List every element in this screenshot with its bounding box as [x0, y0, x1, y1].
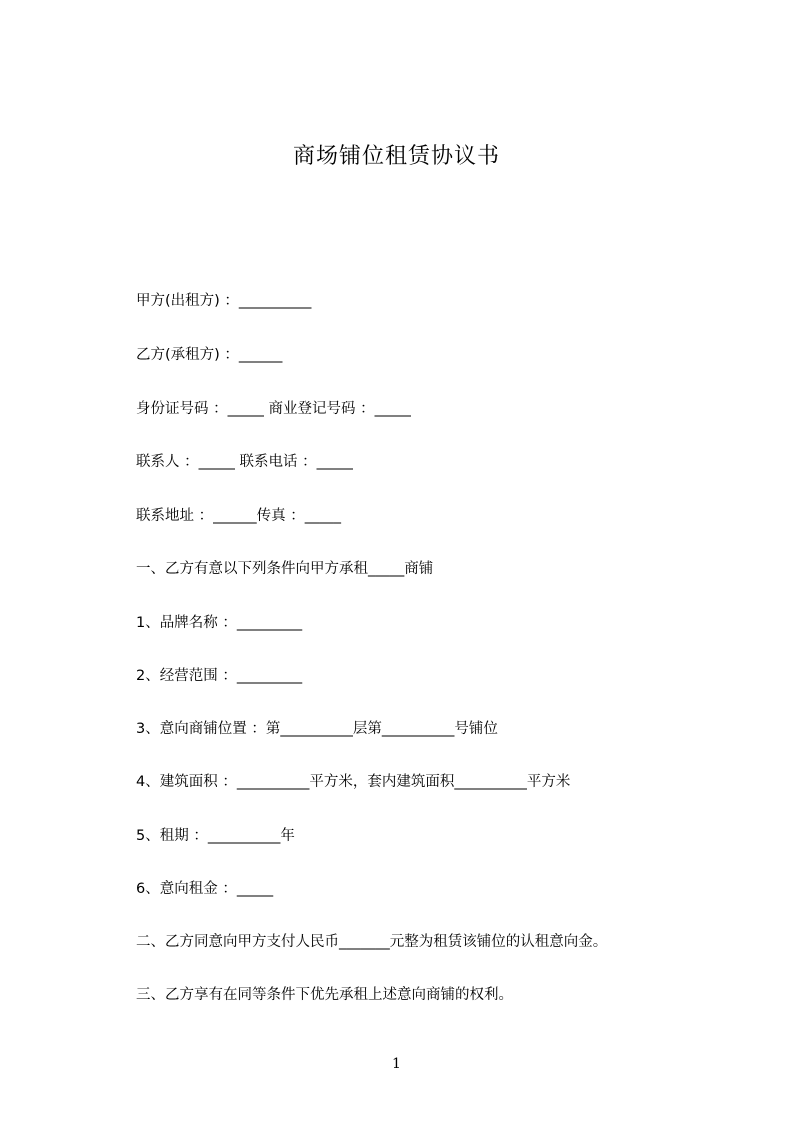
lease-term-line: 5、租期 ：__________年: [136, 828, 295, 844]
address-fax-line: 联系地址 ：______传真 ：_____: [136, 508, 341, 524]
party-a-line: 甲方(出租方) ：__________: [136, 293, 312, 309]
brand-name-line: 1、品牌名称 ：_________: [136, 615, 303, 631]
id-registration-line: 身份证号码 ：_____ 商业登记号码 ：_____: [136, 401, 411, 417]
clause-two-line: 二、乙方同意向甲方支付人民币_______元整为租赁该铺位的认租意向金。: [136, 934, 608, 950]
document-title: 商场铺位租赁协议书: [292, 144, 500, 169]
business-scope-line: 2、经营范围 ：_________: [136, 668, 303, 684]
clause-three-line: 三、乙方享有在同等条件下优先承租上述意向商铺的权利。: [136, 987, 513, 1003]
floor-area-line: 4、建筑面积 ：__________平方米，套内建筑面积__________平方米: [136, 774, 571, 790]
intended-rent-line: 6、意向租金 ：_____: [136, 881, 274, 897]
party-b-line: 乙方(承租方) ：______: [136, 347, 283, 363]
shop-location-line: 3、意向商铺位置 ：第__________层第__________号铺位: [136, 721, 498, 737]
contact-phone-line: 联系人 ：_____ 联系电话 ：_____: [136, 454, 353, 470]
page-number: 1: [392, 1056, 401, 1072]
clause-one-line: 一、乙方有意以下列条件向甲方承租_____商铺: [136, 561, 434, 577]
